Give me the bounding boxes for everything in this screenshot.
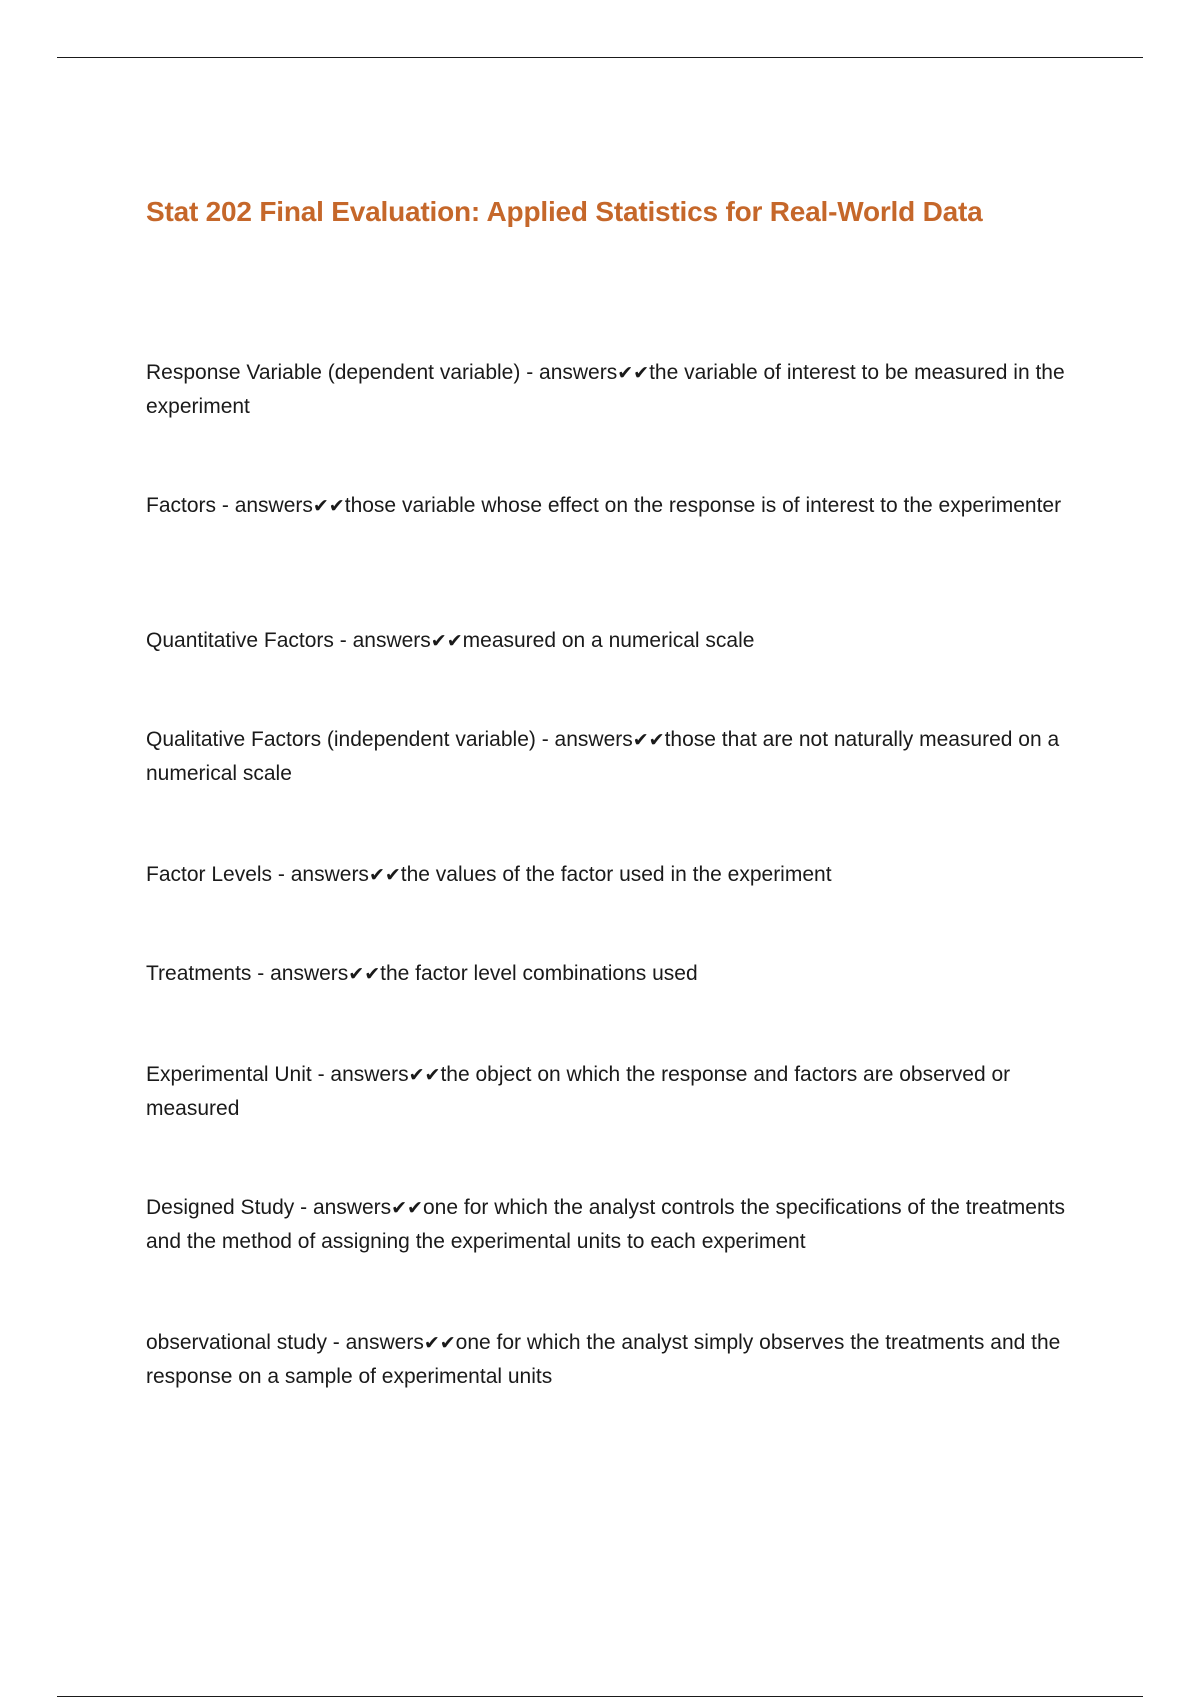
entry-treatments xyxy=(146,957,1086,991)
entry-definition: the values of the factor used in the experiment xyxy=(400,863,832,886)
entry-separator: - xyxy=(520,361,540,384)
entry-definition: the variable of interest to be measured in the experiment xyxy=(146,361,1065,418)
entry-qualitative-factors xyxy=(146,723,1086,791)
entry-term: Designed Study xyxy=(146,1196,295,1219)
answers-label: answers xyxy=(270,962,349,985)
check-marks-icon: ✔✔ xyxy=(368,864,401,886)
header-rule xyxy=(57,57,1143,58)
entry-definition: one for which the analyst controls the specifications of the treatments and the method of assigning the experimental units to each experiment xyxy=(146,1196,1065,1253)
entry-definition: those that are not naturally measured on a numerical scale xyxy=(146,728,1060,785)
check-marks-icon: ✔✔ xyxy=(632,729,665,751)
entry-term: Quantitative Factors xyxy=(146,629,334,652)
check-marks-icon: ✔✔ xyxy=(408,1064,441,1086)
entry-term: observational study xyxy=(146,1331,327,1354)
answers-label: answers xyxy=(554,728,633,751)
entry-definition: those variable whose effect on the response is of interest to the experimenter xyxy=(344,494,1062,517)
entry-term: Factor Levels xyxy=(146,863,273,886)
entry-separator: - xyxy=(251,962,271,985)
entry-term: Experimental Unit xyxy=(146,1063,312,1086)
entry-definition: measured on a numerical scale xyxy=(462,629,755,652)
answers-label: answers xyxy=(312,1196,392,1219)
entry-separator: - xyxy=(333,629,353,652)
entry-response-variable xyxy=(146,356,1086,424)
entry-term: Response Variable (dependent variable) xyxy=(146,361,521,384)
check-marks-icon: ✔✔ xyxy=(423,1332,456,1354)
entry-separator: - xyxy=(216,494,235,517)
entry-quantitative-factors xyxy=(146,624,1086,658)
entry-term: Factors xyxy=(146,494,217,517)
entry-separator: - xyxy=(326,1331,346,1354)
answers-label: answers xyxy=(290,863,369,886)
check-marks-icon: ✔✔ xyxy=(430,630,463,652)
entry-designed-study xyxy=(146,1191,1086,1259)
footer-rule xyxy=(57,1696,1143,1697)
check-marks-icon: ✔✔ xyxy=(617,362,650,384)
answers-label: answers xyxy=(539,361,618,384)
answers-label: answers xyxy=(345,1331,424,1354)
entry-separator: - xyxy=(311,1063,331,1086)
entry-factors xyxy=(146,489,1086,523)
check-marks-icon: ✔✔ xyxy=(312,495,345,517)
entry-definition: the factor level combinations used xyxy=(380,962,698,985)
check-marks-icon: ✔✔ xyxy=(348,963,381,985)
entry-experimental-unit xyxy=(146,1058,1086,1126)
entry-definition: the object on which the response and factors are observed or measured xyxy=(146,1063,1011,1120)
entry-separator: - xyxy=(535,728,555,751)
entry-term: Qualitative Factors (independent variable) xyxy=(146,728,536,751)
answers-label: answers xyxy=(330,1063,409,1086)
check-marks-icon: ✔✔ xyxy=(391,1197,423,1219)
answers-label: answers xyxy=(234,494,313,517)
entry-separator: - xyxy=(272,863,291,886)
document-title: Stat 202 Final Evaluation: Applied Statistics for Real-World Data xyxy=(146,196,983,227)
answers-label: answers xyxy=(352,629,431,652)
entry-factor-levels xyxy=(146,858,1086,892)
entry-term: Treatments xyxy=(146,962,252,985)
entry-observational-study xyxy=(146,1326,1086,1394)
entry-definition: one for which the analyst simply observes the treatments and the response on a sample of experimental units xyxy=(146,1331,1061,1388)
entry-separator: - xyxy=(294,1196,313,1219)
